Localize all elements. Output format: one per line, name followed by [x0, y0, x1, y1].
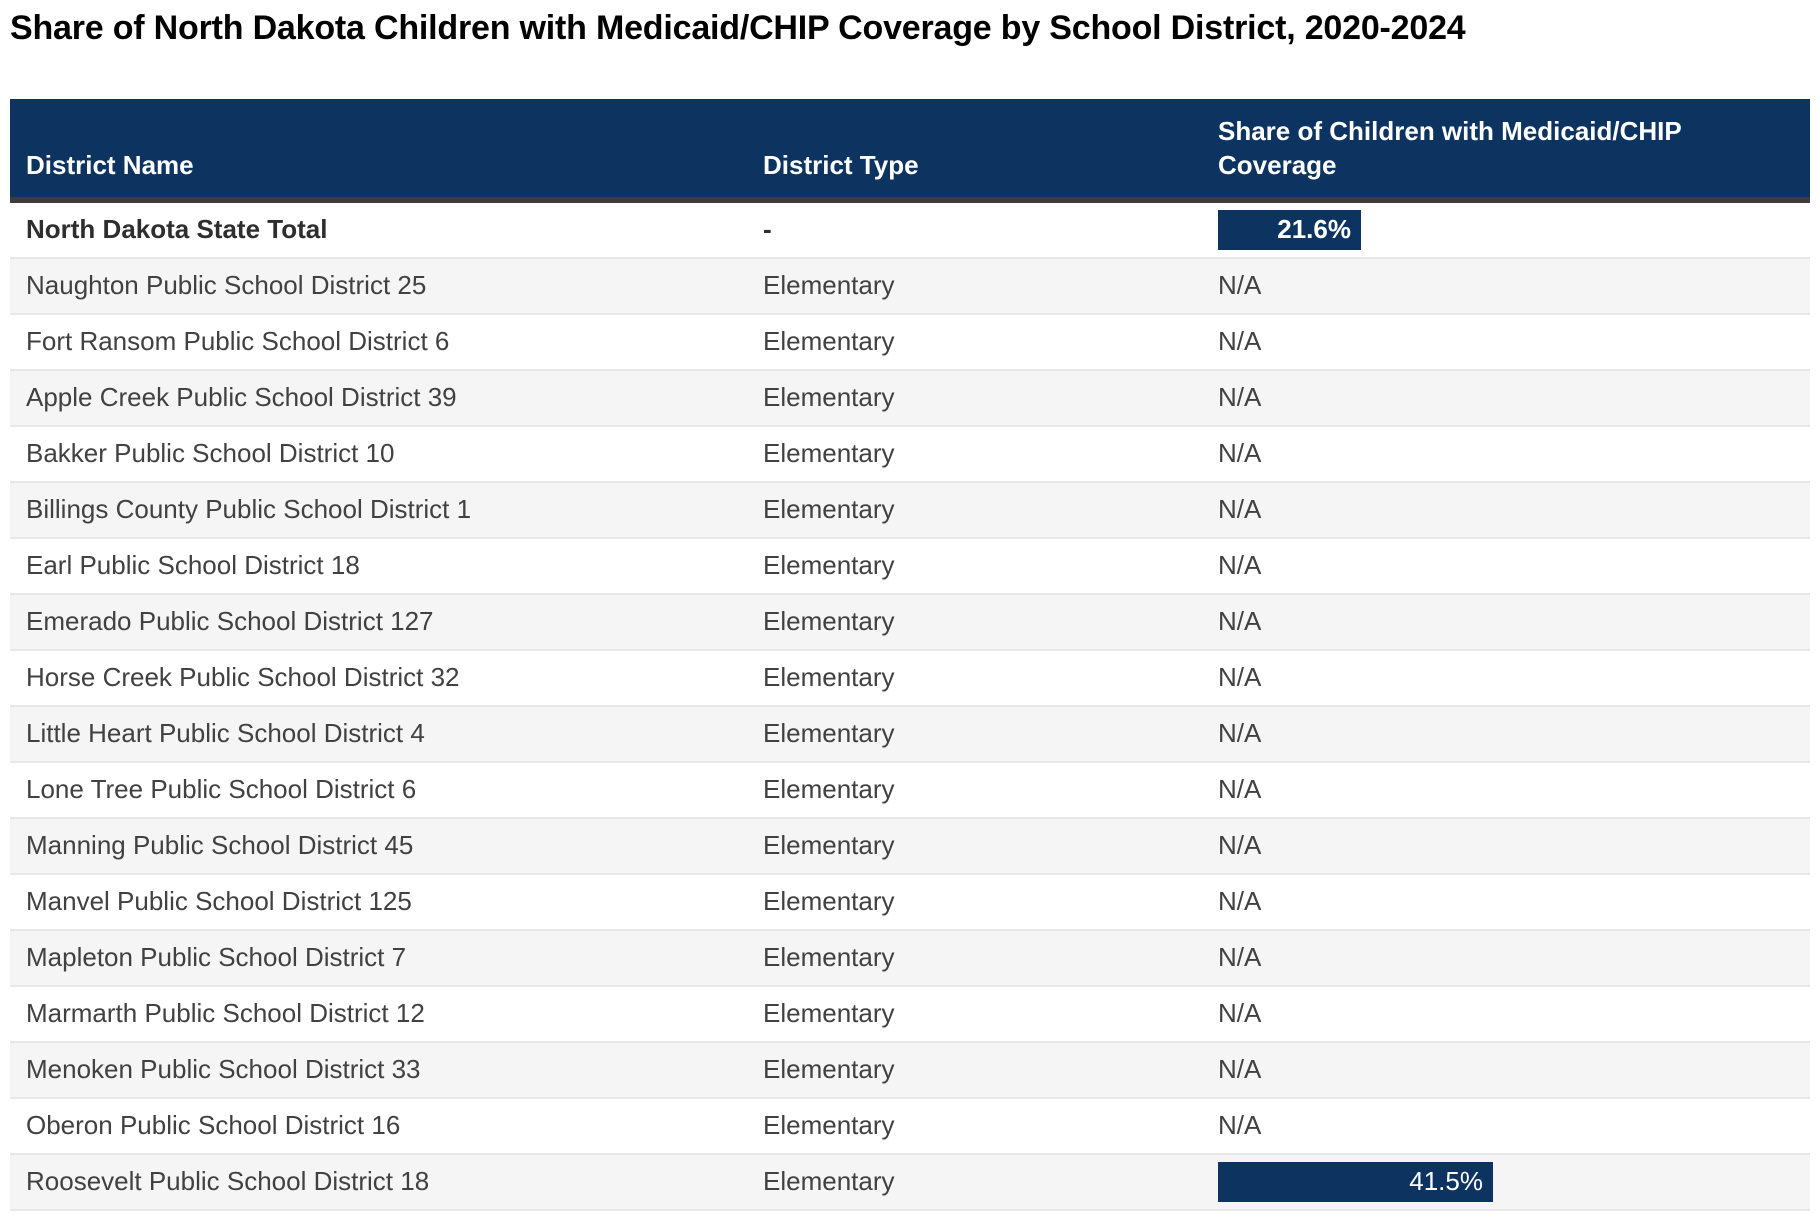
district-name-cell: Billings County Public School District 1 [10, 482, 747, 538]
coverage-cell: N/A [1202, 1042, 1810, 1098]
district-name-cell: Roosevelt Public School District 18 [10, 1154, 747, 1210]
table-row [10, 426, 1810, 482]
district-name-cell: Naughton Public School District 25 [10, 258, 747, 314]
coverage-bar-label: 21.6% [1277, 214, 1351, 245]
table-row [10, 930, 1810, 986]
district-type-cell: Elementary [747, 762, 1202, 818]
coverage-cell: N/A [1202, 706, 1810, 762]
district-type-cell: Elementary [747, 594, 1202, 650]
district-type-cell: Elementary [747, 706, 1202, 762]
page-title: Share of North Dakota Children with Medicaid/CHIP Coverage by School District, 2020-2024 [10, 9, 1466, 47]
table-row [10, 650, 1810, 706]
coverage-cell: N/A [1202, 762, 1810, 818]
district-type-cell: Elementary [747, 986, 1202, 1042]
district-name-cell: Mapleton Public School District 7 [10, 930, 747, 986]
district-type-cell: Elementary [747, 650, 1202, 706]
coverage-cell: N/A [1202, 482, 1810, 538]
table-row [10, 594, 1810, 650]
district-type-cell: Elementary [747, 1098, 1202, 1154]
table-row [10, 200, 1810, 258]
table-row [10, 370, 1810, 426]
coverage-cell: N/A [1202, 370, 1810, 426]
coverage-cell: N/A [1202, 930, 1810, 986]
district-name-cell: Bakker Public School District 10 [10, 426, 747, 482]
table-header-row [10, 99, 1810, 200]
coverage-cell: N/A [1202, 986, 1810, 1042]
coverage-cell: N/A [1202, 594, 1810, 650]
district-name-cell: Menoken Public School District 33 [10, 1042, 747, 1098]
district-name-cell: Horse Creek Public School District 32 [10, 650, 747, 706]
table-header [10, 99, 1810, 200]
column-header-district-type: District Type [747, 99, 1202, 200]
coverage-bar [1218, 210, 1361, 250]
district-name-cell: Manvel Public School District 125 [10, 874, 747, 930]
coverage-cell: N/A [1202, 538, 1810, 594]
coverage-bar [1218, 1162, 1493, 1202]
district-type-cell: Elementary [747, 874, 1202, 930]
coverage-cell: N/A [1202, 818, 1810, 874]
district-name-cell: Little Heart Public School District 4 [10, 706, 747, 762]
district-name-cell: Marmarth Public School District 12 [10, 986, 747, 1042]
table-row [10, 1154, 1810, 1210]
district-type-cell: Elementary [747, 426, 1202, 482]
table-row [10, 706, 1810, 762]
district-name-cell: Apple Creek Public School District 39 [10, 370, 747, 426]
coverage-cell: N/A [1202, 650, 1810, 706]
district-type-cell: Elementary [747, 314, 1202, 370]
table-row [10, 1042, 1810, 1098]
district-type-cell: Elementary [747, 482, 1202, 538]
table-row [10, 258, 1810, 314]
coverage-table [10, 99, 1810, 1211]
district-type-cell: Elementary [747, 930, 1202, 986]
coverage-cell: N/A [1202, 426, 1810, 482]
district-type-cell: Elementary [747, 1042, 1202, 1098]
district-name-cell: Lone Tree Public School District 6 [10, 762, 747, 818]
district-type-cell: Elementary [747, 538, 1202, 594]
table-body [10, 200, 1810, 1210]
column-header-coverage-share: Share of Children with Medicaid/CHIP Coverage [1202, 99, 1810, 200]
district-name-cell: Fort Ransom Public School District 6 [10, 314, 747, 370]
table-row [10, 1098, 1810, 1154]
table-row [10, 986, 1810, 1042]
district-type-cell: Elementary [747, 370, 1202, 426]
district-name-cell: Manning Public School District 45 [10, 818, 747, 874]
table-row [10, 874, 1810, 930]
coverage-cell [1202, 1154, 1810, 1210]
table-row [10, 314, 1810, 370]
table-row [10, 538, 1810, 594]
coverage-cell: N/A [1202, 258, 1810, 314]
column-header-district-name: District Name [10, 99, 747, 200]
coverage-bar-label: 41.5% [1409, 1166, 1483, 1197]
district-name-cell: Emerado Public School District 127 [10, 594, 747, 650]
district-type-cell: Elementary [747, 1154, 1202, 1210]
coverage-cell: N/A [1202, 1098, 1810, 1154]
table-row [10, 818, 1810, 874]
table-row [10, 762, 1810, 818]
district-type-cell: Elementary [747, 818, 1202, 874]
coverage-cell: N/A [1202, 314, 1810, 370]
district-type-cell: Elementary [747, 258, 1202, 314]
coverage-cell [1202, 200, 1810, 258]
table-row [10, 482, 1810, 538]
district-type-cell: - [747, 200, 1202, 258]
district-name-cell: North Dakota State Total [10, 200, 747, 258]
coverage-cell: N/A [1202, 874, 1810, 930]
district-name-cell: Earl Public School District 18 [10, 538, 747, 594]
district-name-cell: Oberon Public School District 16 [10, 1098, 747, 1154]
